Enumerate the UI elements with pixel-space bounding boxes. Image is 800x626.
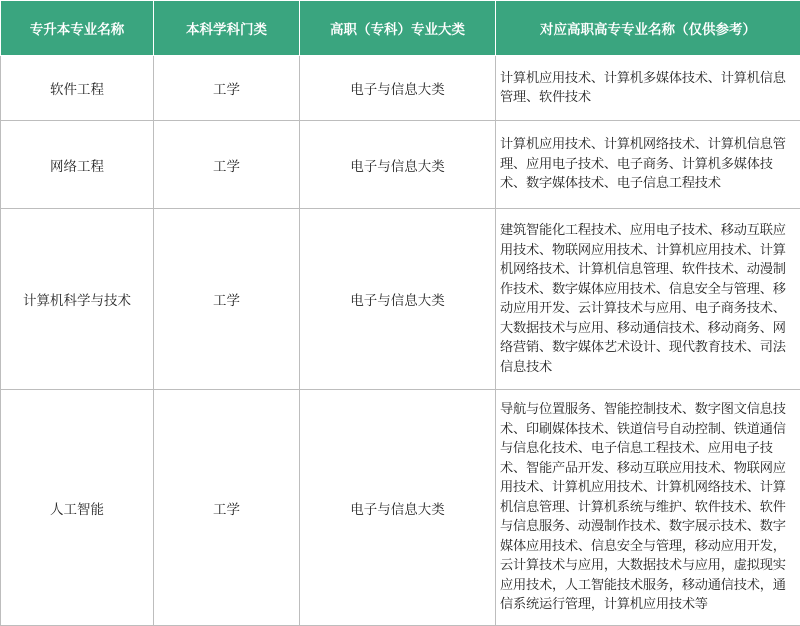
- table-header: [1, 1, 800, 56]
- cell-corresponding-majors: 导航与位置服务、智能控制技术、数字图文信息技术、印刷媒体技术、铁道信号自动控制、铁道通信与信息化技术、电子信息工程技术、应用电子技术、智能产品开发、移动互联应用技术、物联网应用技术、计算机应用技术、计算机网络技术、计算机信息管理、计算机系统与维护、软件技术、软件与信息服务、动漫制作技术、数字展示技术、数字媒体应用技术、信息安全与管理，移动应用开发，云计算技术与应用，大数据技术与应用，虚拟现实应用技术，人工智能技术服务，移动通信技术，通信系统运行管理，计算机应用技术等: [496, 390, 800, 626]
- cell-major-name: 人工智能: [1, 390, 154, 626]
- table-row: [1, 121, 800, 209]
- cell-vocational-category: 电子与信息大类: [300, 390, 496, 626]
- cell-vocational-category: 电子与信息大类: [300, 56, 496, 121]
- cell-major-name: 计算机科学与技术: [1, 209, 154, 390]
- header-row: [1, 1, 800, 56]
- table-row: [1, 56, 800, 121]
- cell-vocational-category: 电子与信息大类: [300, 209, 496, 390]
- cell-discipline-category: 工学: [154, 56, 300, 121]
- cell-vocational-category: 电子与信息大类: [300, 121, 496, 209]
- table-row: [1, 209, 800, 390]
- header-vocational-category: 高职（专科）专业大类: [300, 1, 496, 56]
- header-corresponding-majors: 对应高职高专专业名称（仅供参考）: [496, 1, 800, 56]
- cell-discipline-category: 工学: [154, 390, 300, 626]
- header-discipline-category: 本科学科门类: [154, 1, 300, 56]
- cell-corresponding-majors: 计算机应用技术、计算机多媒体技术、计算机信息管理、软件技术: [496, 56, 800, 121]
- cell-discipline-category: 工学: [154, 121, 300, 209]
- header-major-name: 专升本专业名称: [1, 1, 154, 56]
- table-body: [1, 56, 800, 626]
- cell-corresponding-majors: 计算机应用技术、计算机网络技术、计算机信息管理、应用电子技术、电子商务、计算机多媒体技术、数字媒体技术、电子信息工程技术: [496, 121, 800, 209]
- cell-discipline-category: 工学: [154, 209, 300, 390]
- cell-major-name: 软件工程: [1, 56, 154, 121]
- cell-major-name: 网络工程: [1, 121, 154, 209]
- table-row: [1, 390, 800, 626]
- cell-corresponding-majors: 建筑智能化工程技术、应用电子技术、移动互联应用技术、物联网应用技术、计算机应用技术、计算机网络技术、计算机信息管理、软件技术、动漫制作技术、数字媒体应用技术、信息安全与管理、移动应用开发、云计算技术与应用、电子商务技术、大数据技术与应用、移动通信技术、移动商务、网络营销、数字媒体艺术设计、现代教育技术、司法信息技术: [496, 209, 800, 390]
